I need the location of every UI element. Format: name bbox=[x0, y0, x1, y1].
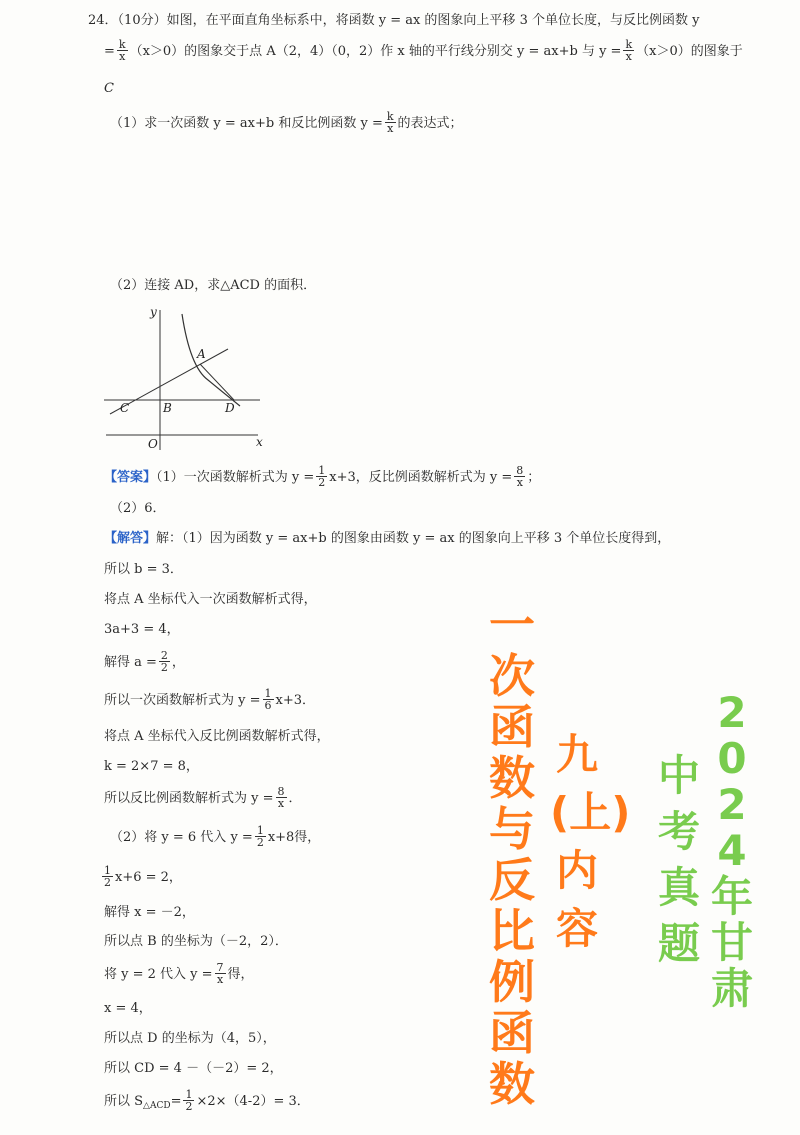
overlay-char: 例 bbox=[489, 955, 535, 1009]
solution-line-14: 将 y = 2 代入 y = $\frac{7}{x}$ 得， bbox=[104, 961, 254, 986]
answer-tag: 【答案】 bbox=[104, 470, 157, 485]
overlay-char: 比 bbox=[489, 904, 535, 958]
overlay-char: 年 bbox=[710, 872, 753, 921]
overlay-char: 内 bbox=[555, 846, 598, 895]
label-C: C bbox=[120, 401, 130, 415]
overlay-char: 反 bbox=[489, 853, 535, 907]
overlay-char: 数 bbox=[489, 751, 535, 805]
overlay-char: 4 bbox=[717, 826, 747, 875]
solution-line-11: $\frac{1}{2}$ x+6 = 2， bbox=[104, 864, 182, 889]
overlay-char: 真 bbox=[657, 863, 700, 912]
solution-line-9: 所以反比例函数解析式为 y = $\frac{8}{x}$ ． bbox=[104, 785, 302, 810]
solution-line-13: 所以点 B 的坐标为（－2，2）． bbox=[104, 934, 288, 949]
label-B: B bbox=[163, 401, 172, 415]
overlay-title-year bbox=[704, 690, 760, 1012]
overlay-char: 与 bbox=[489, 802, 535, 856]
solution-tag: 【解答】 bbox=[104, 531, 157, 546]
overlay-char: 次 bbox=[489, 649, 535, 703]
solution-line-1: 【解答】解：（1）因为函数 y = ax+b 的图象由函数 y = ax 的图象向上平移 3 个单位长度得到， bbox=[104, 531, 671, 546]
overlay-char: 2 bbox=[717, 688, 747, 737]
overlay-char: 0 bbox=[717, 734, 747, 783]
solution-line-4: 3a+3 = 4， bbox=[104, 622, 180, 637]
problem-line2: = $\frac{k}{x}$ （x＞0）的图象交于点 A（2，4）（0，2）作 x 轴的平行线分别交 y = ax+b 与 y = $\frac{k}{x}$ （x＞0）的图象于 bbox=[104, 38, 743, 63]
solution-line-6: 所以一次函数解析式为 y = $\frac{1}{6}$ x+3． bbox=[104, 687, 316, 712]
answer-line-2: （2）6． bbox=[110, 501, 166, 516]
problem-line3: C bbox=[104, 81, 114, 96]
overlay-title-topic bbox=[485, 600, 539, 1110]
label-A: A bbox=[197, 347, 206, 361]
solution-line-12: 解得 x = －2， bbox=[104, 905, 195, 920]
label-D: D bbox=[225, 401, 235, 415]
problem-header: 24．（10分）如图，在平面直角坐标系中，将函数 y = ax 的图象向上平移 3 个单位长度，与反比例函数 y bbox=[88, 13, 700, 28]
overlay-char: 中 bbox=[657, 751, 700, 800]
overlay-title-grade bbox=[550, 726, 631, 958]
overlay-char: 容 bbox=[555, 904, 598, 953]
solution-line-15: x = 4， bbox=[104, 1001, 152, 1016]
question-1: （1）求一次函数 y = ax+b 和反比例函数 y = $\frac{k}{x}$ 的表达式； bbox=[110, 110, 463, 135]
overlay-char: 一 bbox=[489, 598, 535, 652]
label-O: O bbox=[148, 437, 158, 451]
solution-line-10: （2）将 y = 6 代入 y = $\frac{1}{2}$ x+8得， bbox=[110, 824, 321, 849]
solution-line-5: 解得 a = $\frac{2}{2}$ ， bbox=[104, 649, 185, 674]
segment-ad bbox=[200, 364, 234, 400]
solution-line-16: 所以点 D 的坐标为（4，5）， bbox=[104, 1031, 276, 1046]
overlay-char: 甘 bbox=[710, 918, 753, 967]
answer-line-1: 【答案】（1）一次函数解析式为 y = $\frac{1}{2}$ x+3，反比例函数解析式为 y = $\frac{8}{x}$ ； bbox=[104, 464, 541, 489]
overlay-char: 题 bbox=[657, 919, 700, 968]
label-y: y bbox=[150, 305, 157, 319]
solution-line-7: 将点 A 坐标代入反比例函数解析式得， bbox=[104, 729, 330, 744]
solution-line-18: 所以 $S_{\triangle ACD}=$ $\frac{1}{2}$ ×2×（4-2）= 3． bbox=[104, 1088, 310, 1113]
solution-line-2: 所以 b = 3． bbox=[104, 562, 183, 577]
overlay-char: 九 bbox=[555, 730, 598, 779]
solution-line-3: 将点 A 坐标代入一次函数解析式得， bbox=[104, 592, 317, 607]
hyperbola-curve bbox=[182, 314, 240, 406]
question-2: （2）连接 AD，求△ACD 的面积． bbox=[110, 278, 317, 293]
overlay-char: 数 bbox=[489, 1057, 535, 1111]
overlay-char: 函 bbox=[489, 700, 535, 754]
solution-line-17: 所以 CD = 4 －（－2）= 2， bbox=[104, 1061, 283, 1076]
coordinate-figure bbox=[100, 302, 280, 454]
fraction-k-over-x: $\frac{k}{x}$ bbox=[118, 38, 126, 63]
overlay-char: 函 bbox=[489, 1006, 535, 1060]
overlay-char: 2 bbox=[717, 780, 747, 829]
label-x: x bbox=[256, 435, 263, 449]
overlay-char: 肃 bbox=[710, 964, 753, 1013]
overlay-char: 考 bbox=[657, 807, 700, 856]
overlay-char: (上) bbox=[550, 788, 631, 837]
solution-line-8: k = 2×7 = 8， bbox=[104, 759, 199, 774]
overlay-title-exam bbox=[652, 748, 706, 972]
